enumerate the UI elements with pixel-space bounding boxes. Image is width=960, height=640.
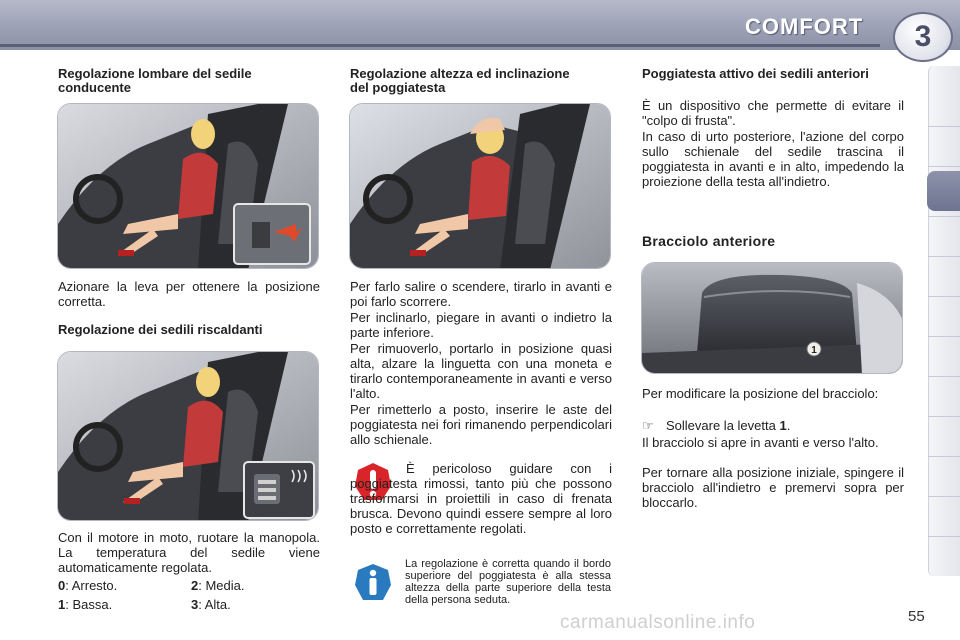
tab-divider [928,416,960,417]
tab-divider [928,496,960,497]
lumbar-heading: Regolazione lombare del sedile conducente [58,66,252,95]
setting-0: 0: Arresto. [58,578,118,593]
headrest-text-1: Per farlo salire o scendere, tirarlo in avanti e poi farlo scorrere. [350,279,612,309]
active-headrest-heading: Poggiatesta attivo dei sedili anteriori [642,66,869,81]
setting-2: 2: Media. [191,578,245,593]
tab-divider [928,376,960,377]
heated-text: Con il motore in moto, ruotare la manopola. La temperatura del sedile viene automaticamente regolata. [58,530,320,575]
active-chapter-tab[interactable] [927,171,960,211]
armrest-text-3: Per tornare alla posizione iniziale, spingere il bracciolo all'indietro e premervi sopra per bloccarlo. [642,465,904,510]
setting-1: 1: Bassa. [58,597,113,612]
hand-pointer-icon: ☞ [642,418,654,433]
tab-divider [928,256,960,257]
tab-divider [928,336,960,337]
headrest-text-4: Per rimetterlo a posto, inserire le aste del poggiatesta nei fori rimanendo perpendicolari allo schienale. [350,402,612,447]
chapter-title: COMFORT [745,14,864,39]
heated-seat-photo [57,351,319,521]
page-number: 55 [908,608,925,625]
lumbar-adjust-photo [57,103,319,269]
info-text: La regolazione è corretta quando il bordo superiore del poggiatesta è alla stessa altezza della parte superiore della testa della persona seduta. [405,558,611,606]
chapter-tab-strip [928,66,960,576]
armrest-text-1: Per modificare la posizione del bracciolo: [642,386,879,401]
tab-divider [928,456,960,457]
armrest-photo [641,262,903,374]
tab-divider [928,296,960,297]
armrest-step: ☞ Sollevare la levetta 1. [642,418,791,433]
tab-divider [928,126,960,127]
tab-divider [928,216,960,217]
active-headrest-text-2: In caso di urto posteriore, l'azione del corpo sullo schienale del sedile trascina il poggiatesta in avanti e in alto, impedendo la proiezione della testa all'indietro. [642,129,904,189]
lumbar-text: Azionare la leva per ottenere la posizione corretta. [58,279,320,309]
header-line [0,44,880,47]
setting-3: 3: Alta. [191,597,231,612]
tab-divider [928,536,960,537]
tab-divider [928,166,960,167]
heated-heading: Regolazione dei sedili riscaldanti [58,322,263,337]
headrest-text-2: Per inclinarlo, piegare in avanti o indietro la parte inferiore. [350,310,612,340]
chapter-number-badge: 3 [893,12,953,62]
armrest-callout: 1 [811,345,817,356]
headrest-adjust-photo [349,103,611,269]
headrest-text-3: Per rimuoverlo, portarlo in posizione quasi alta, alzare la linguetta con una moneta e tirarlo contemporaneamente in avanti e verso l'alto. [350,341,612,401]
info-icon [354,563,392,603]
warning-text: È pericoloso guidare con i poggiatesta rimossi, tanto più che possono trasformarsi in proiettili in caso di frenata brusca. Devono quindi essere sempre al loro posto e correttamente regolati. [350,461,612,536]
watermark: carmanualsonline.info [560,612,756,633]
headrest-heading: Regolazione altezza ed inclinazione del poggiatesta [350,66,570,95]
armrest-text-2: Il bracciolo si apre in avanti e verso l'alto. [642,435,879,450]
armrest-heading: Bracciolo anteriore [642,233,776,249]
active-headrest-text-1: È un dispositivo che permette di evitare il "colpo di frusta". [642,98,904,128]
